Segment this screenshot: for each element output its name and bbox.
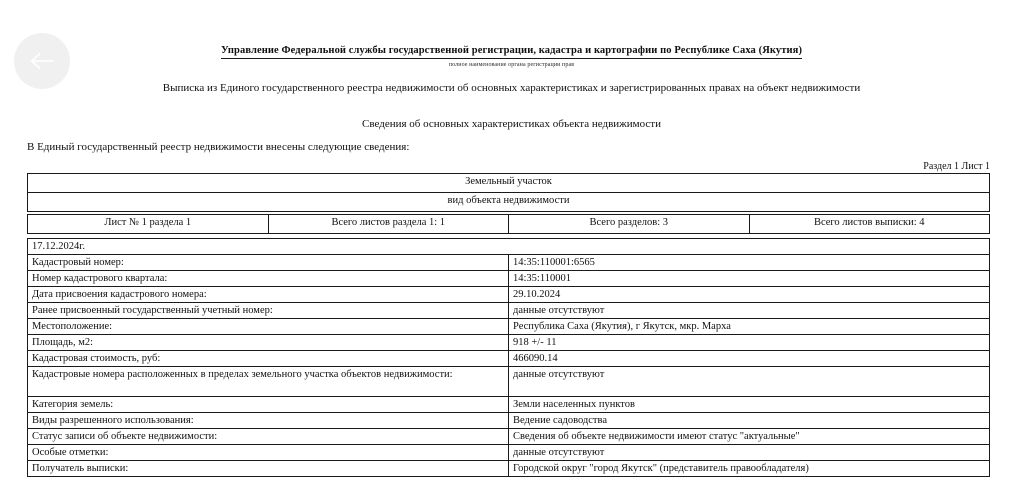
document-subject: Выписка из Единого государственного реестра недвижимости об основных характеристиках и зарегистрированных правах на объект недвижимости <box>162 82 861 94</box>
row-value: данные отсутствуют <box>509 303 990 319</box>
row-label: Местоположение: <box>28 319 509 335</box>
sheet-counts-table <box>27 214 990 234</box>
row-value: 918 +/- 11 <box>509 335 990 351</box>
row-label: Ранее присвоенный государственный учетный номер: <box>28 303 509 319</box>
organization-title: Управление Федеральной службы государственной регистрации, кадастра и картографии по Республике Саха (Якутия) <box>221 44 802 59</box>
row-value: Земли населенных пунктов <box>509 397 990 413</box>
row-value: Ведение садоводства <box>509 413 990 429</box>
row-label: Кадастровые номера расположенных в пределах земельного участка объектов недвижимости: <box>28 367 509 397</box>
table-row <box>28 174 990 193</box>
row-label: Кадастровая стоимость, руб: <box>28 351 509 367</box>
row-value: 14:35:110001:6565 <box>509 255 990 271</box>
table-row <box>28 271 990 287</box>
organization-caption: полное наименование органа регистрации прав <box>448 62 575 68</box>
row-label: Категория земель: <box>28 397 509 413</box>
table-row <box>28 367 990 397</box>
issue-date-row <box>28 239 990 255</box>
arrow-left-icon <box>29 51 55 71</box>
sheet-count-cell: Всего разделов: 3 <box>509 215 750 234</box>
table-row <box>28 193 990 212</box>
table-row <box>28 303 990 319</box>
lead-line: В Единый государственный реестр недвижимости внесены следующие сведения: <box>27 141 410 153</box>
issue-date: 17.12.2024г. <box>28 239 990 255</box>
section-heading: Сведения об основных характеристиках объекта недвижимости <box>362 118 661 130</box>
sheet-reference: Раздел 1 Лист 1 <box>923 161 990 172</box>
row-value: Республика Саха (Якутия), г Якутск, мкр. Марха <box>509 319 990 335</box>
organization-header <box>0 40 1023 69</box>
row-value: данные отсутствуют <box>509 367 990 397</box>
row-label: Дата присвоения кадастрового номера: <box>28 287 509 303</box>
sheet-count-cell: Всего листов выписки: 4 <box>749 215 990 234</box>
table-row <box>28 351 990 367</box>
row-label: Площадь, м2: <box>28 335 509 351</box>
table-row <box>28 461 990 477</box>
object-kind-table <box>27 173 990 212</box>
row-label: Номер кадастрового квартала: <box>28 271 509 287</box>
property-details-table <box>27 238 990 477</box>
back-button[interactable] <box>14 33 70 89</box>
row-label: Особые отметки: <box>28 445 509 461</box>
table-row <box>28 319 990 335</box>
row-value: 14:35:110001 <box>509 271 990 287</box>
table-row <box>28 413 990 429</box>
object-kind-caption: вид объекта недвижимости <box>28 193 990 212</box>
table-row <box>28 287 990 303</box>
table-row <box>28 397 990 413</box>
sheet-count-cell: Всего листов раздела 1: 1 <box>268 215 509 234</box>
table-row <box>28 215 990 234</box>
table-row <box>28 429 990 445</box>
row-value: 466090.14 <box>509 351 990 367</box>
row-label: Статус записи об объекте недвижимости: <box>28 429 509 445</box>
table-row <box>28 445 990 461</box>
row-value: Сведения об объекте недвижимости имеют статус "актуальные" <box>509 429 990 445</box>
row-label: Виды разрешенного использования: <box>28 413 509 429</box>
table-row <box>28 255 990 271</box>
row-value: Городской округ "город Якутск" (представитель правообладателя) <box>509 461 990 477</box>
row-value: данные отсутствуют <box>509 445 990 461</box>
row-label: Получатель выписки: <box>28 461 509 477</box>
sheet-count-cell: Лист № 1 раздела 1 <box>28 215 269 234</box>
object-kind-value: Земельный участок <box>28 174 990 193</box>
row-label: Кадастровый номер: <box>28 255 509 271</box>
row-value: 29.10.2024 <box>509 287 990 303</box>
table-row <box>28 335 990 351</box>
